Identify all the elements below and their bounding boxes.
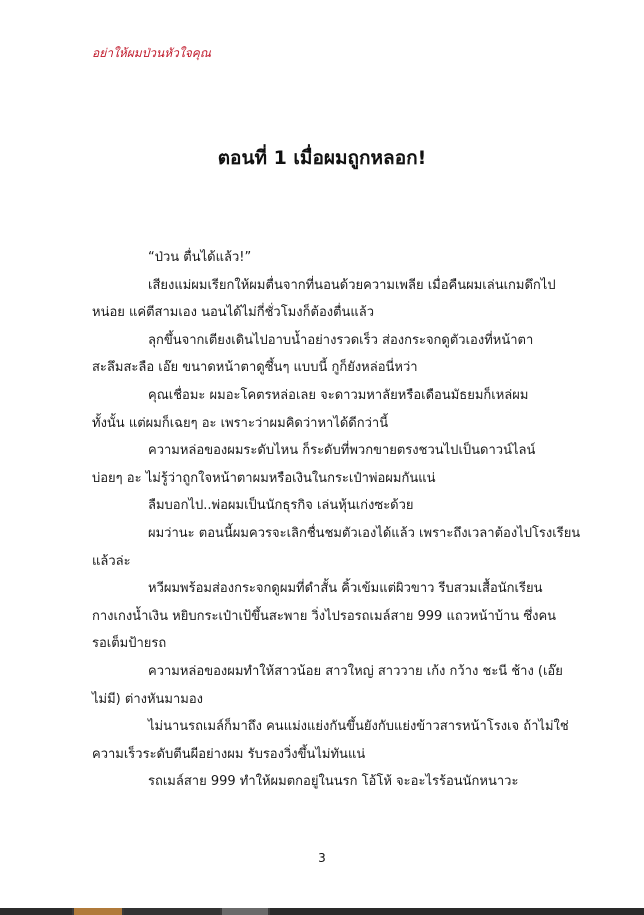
bottom-strip-segment	[124, 908, 220, 915]
paragraph-line: บ่อยๆ อะ ไม่รู้ว่าถูกใจหน้าตาผมหรือเงินในกระเป๋าพ่อผมกันแน่	[92, 470, 436, 486]
page-number: 3	[318, 851, 326, 865]
paragraph	[92, 658, 592, 713]
paragraph	[92, 382, 592, 437]
paragraph	[92, 492, 592, 520]
paragraph	[92, 520, 592, 575]
paragraph-line: “ป่วน ตื่นได้แล้ว!”	[148, 250, 252, 265]
paragraph-line: ลุกขึ้นจากเตียงเดินไปอาบน้ำอย่างรวดเร็ว ส่องกระจกดูตัวเองที่หน้าตา	[148, 332, 534, 348]
paragraph-line: ไม่นานรถเมล์ก็มาถึง คนแม่งแย่งกันขึ้นยังกับแย่งข้าวสารหน้าโรงเจ ถ้าไม่ใช่	[148, 719, 569, 735]
running-header: อย่าให้ผมป่วนหัวใจคุณ	[92, 46, 211, 60]
paragraph	[92, 768, 592, 796]
bottom-strip-segment-accent	[74, 908, 122, 915]
body-text	[92, 244, 592, 796]
paragraph	[92, 437, 592, 492]
paragraph-line: สะลึมสะลือ เอ๊ย ขนาดหน้าตาดูซึ้นๆ แบบนี้ กูก็ยังหล่อนี่หว่า	[92, 360, 418, 376]
paragraph-line: ความหล่อของผมระดับไหน ก็ระดับที่พวกขายตรงชวนไปเป็นดาวน์ไลน์	[148, 443, 536, 459]
bottom-strip-segment	[0, 908, 72, 915]
paragraph	[92, 713, 592, 768]
paragraph-line: ไม่มี) ต่างหันมามอง	[92, 691, 204, 707]
paragraph-line: เสียงแม่ผมเรียกให้ผมตื่นจากที่นอนด้วยความเพลีย เมื่อคืนผมเล่นเกมดึกไป	[148, 277, 556, 293]
chapter-title: ตอนที่ 1 เมื่อผมถูกหลอก!	[217, 147, 427, 169]
paragraph-line: กางเกงน้ำเงิน หยิบกระเป๋าเป้ขึ้นสะพาย วิ่งไปรอรถเมล์สาย 999 แถวหน้าบ้าน ซึ่งคน	[92, 608, 557, 624]
paragraph-line: ลืมบอกไป..พ่อผมเป็นนักธุรกิจ เล่นหุ้นเก่งซะด้วย	[148, 498, 414, 514]
paragraph-line: รถเมล์สาย 999 ทำให้ผมตกอยู่ในนรก โอ้โห้ จะอะไรร้อนนักหนาวะ	[148, 774, 519, 790]
paragraph-line: ทั้งนั้น แต่ผมก็เฉยๆ อะ เพราะว่าผมคิดว่าหาได้ดีกว่านี้	[92, 415, 389, 431]
paragraph	[92, 575, 592, 658]
paragraph	[92, 244, 592, 272]
paragraph-line: ความเร็วระดับตีนผีอย่างผม รับรองวิ่งขึ้นไม่ทันแน่	[92, 746, 366, 762]
paragraph-line: ความหล่อของผมทำให้สาวน้อย สาวใหญ่ สาววาย เก้ง กว้าง ชะนี ช้าง (เอ๊ย	[148, 663, 563, 679]
paragraph-line: คุณเชื่อมะ ผมอะโคตรหล่อเลย จะดาวมหาลัยหรือเดือนมัธยมก็เหล่ผม	[148, 387, 529, 403]
paragraph	[92, 272, 592, 327]
bottom-strip-segment	[270, 908, 644, 915]
bottom-toolbar-strip	[0, 908, 644, 915]
paragraph-line: รอเต็มป้ายรถ	[92, 636, 167, 652]
paragraph	[92, 327, 592, 382]
paragraph-line: หน่อย แค่ตีสามเอง นอนได้ไม่กี่ชั่วโมงก็ต้องตื่นแล้ว	[92, 305, 375, 321]
bottom-strip-segment	[222, 908, 268, 915]
paragraph-line: ผมว่านะ ตอนนี้ผมควรจะเลิกชื่นชมตัวเองได้แล้ว เพราะถึงเวลาต้องไปโรงเรียนแล้วล่ะ	[92, 525, 581, 569]
paragraph-line: หวีผมพร้อมส่องกระจกดูผมที่ดำสั้น คิ้วเข้มแต่ผิวขาว รีบสวมเสื้อนักเรียน	[148, 581, 543, 597]
